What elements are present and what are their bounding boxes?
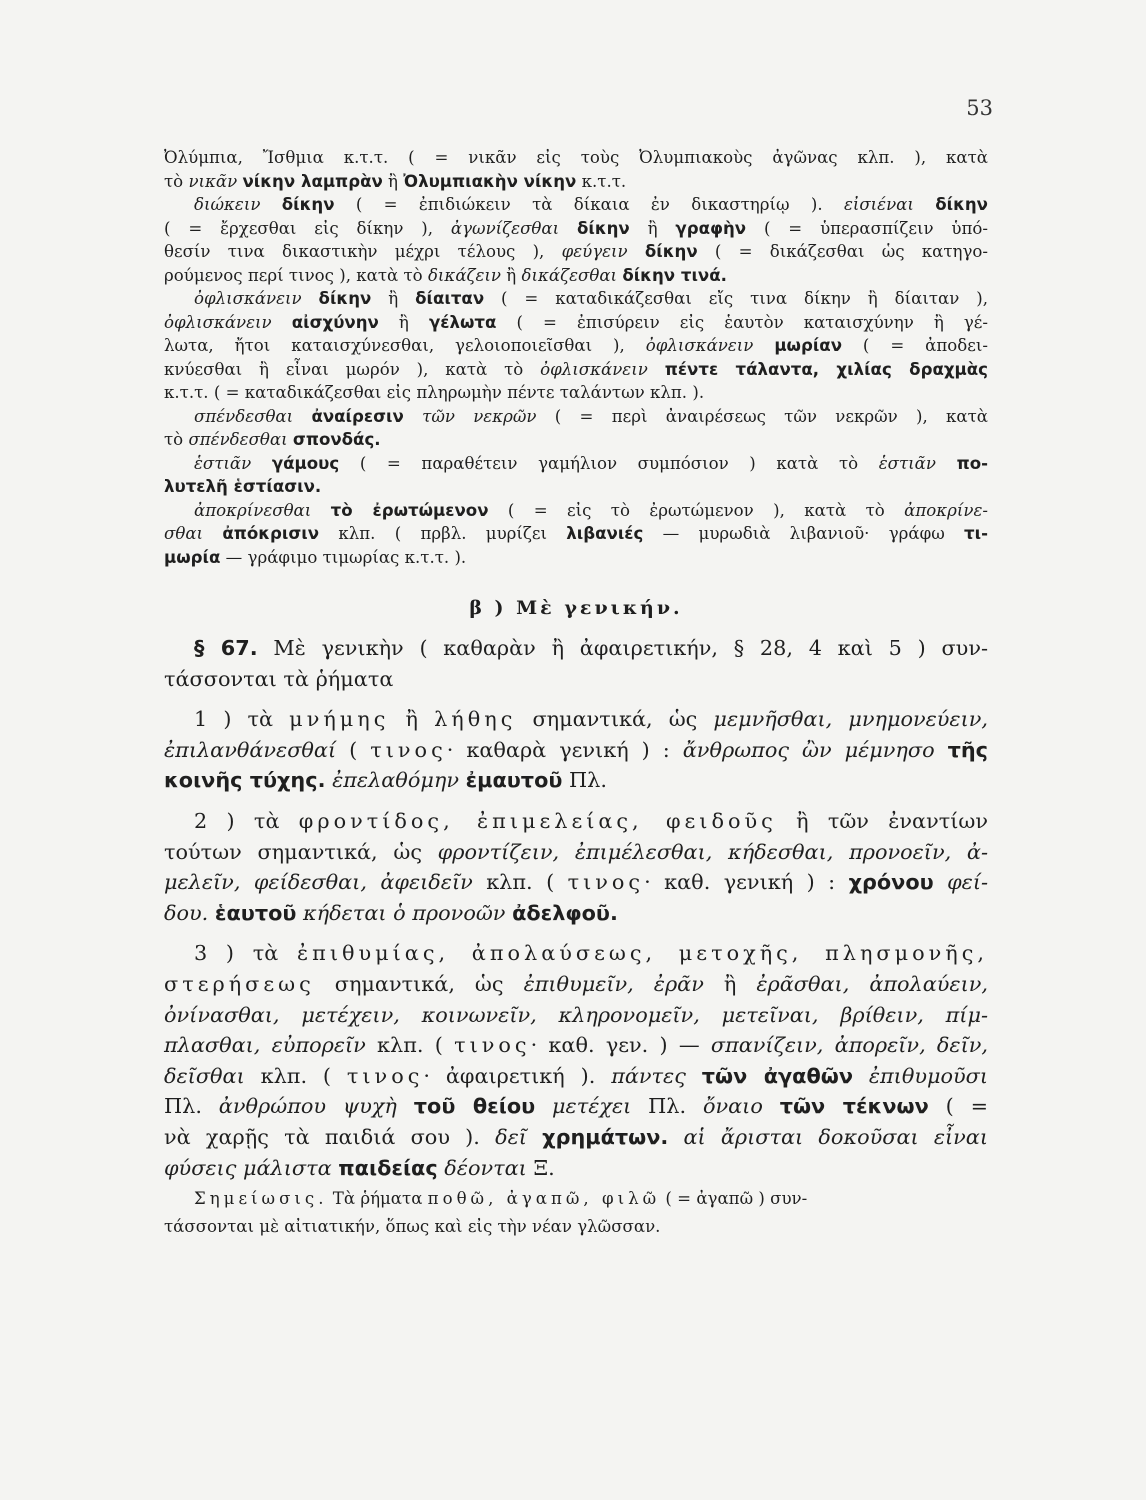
- italic-run: ἐπελαθόμην: [325, 768, 466, 793]
- bold-run: ἀπόκρισιν: [222, 524, 320, 543]
- italic-run: ὀφλισκάνειν: [164, 312, 292, 332]
- text-line: [164, 806, 988, 837]
- text-run: κ.τ.τ. ( = καταδικάζεσθαι εἰς πληρωμὴν πέντε ταλάντων κλπ. ).: [164, 383, 705, 402]
- text-line: [164, 311, 988, 335]
- italic-run: ἀποκρίνε-: [904, 500, 988, 520]
- italic-run: δικάζεσθαι: [521, 265, 623, 285]
- text-line: [164, 735, 988, 766]
- text-line: [164, 287, 988, 311]
- italic-run: φεύγειν: [561, 242, 645, 261]
- italic-run: ἐπιθυμοῦσι: [852, 1063, 989, 1088]
- text-run: ἢ: [378, 312, 429, 332]
- text-run: ἢ: [371, 289, 416, 308]
- bold-run: δίαιταν: [415, 289, 485, 308]
- text-run: τάσσονται τὰ ῥήματα: [164, 666, 394, 691]
- bold-run: γραφὴν: [675, 218, 747, 238]
- text-line: [164, 358, 988, 382]
- italic-run: νικᾶν: [188, 171, 243, 191]
- text-run: — μυρωδιὰ λιβανιοῦ· γράφω: [643, 524, 965, 543]
- text-run: θεσίν τινα δικαστικὴν μέχρι τέλους ),: [164, 242, 562, 261]
- text-line: [164, 381, 988, 405]
- italic-run: ὀφλισκάνειν: [645, 336, 775, 355]
- italic-run: μεμνῆσθαι, μνημονεύειν,: [713, 707, 989, 732]
- page-number: 53: [966, 96, 993, 120]
- text-line: [164, 1061, 988, 1092]
- italic-run: σπανίζειν, ἀπορεῖν, δεῖν,: [710, 1033, 988, 1058]
- italic-run: ἐπιλανθάνεσθαί: [164, 737, 337, 762]
- text-run: 3 ) τὰ: [194, 941, 297, 966]
- text-run: σημαντικά, ὡς: [314, 971, 524, 996]
- text-run: ( = καταδικάζεσθαι εἴς τινα δίκην ἢ δίαιταν ),: [484, 289, 988, 308]
- text-line: [164, 664, 988, 695]
- bold-run: δίκην: [576, 218, 630, 238]
- text-run: κλπ. (: [365, 1033, 455, 1058]
- text-run: ( = παραθέτειν γαμήλιον συμπόσιον ) κατὰ τὸ: [339, 453, 879, 473]
- text-run: κλπ. ( πρβλ. μυρίζει: [319, 524, 567, 543]
- italic-run: ἀγωνίζεσθαι: [450, 218, 577, 238]
- italic-run: δου.: [164, 900, 215, 925]
- text-run: ἢ: [389, 707, 435, 732]
- text-run: ( = δικάζεσθαι ὡς κατηγο-: [697, 242, 988, 261]
- italic-run: ἐπιθυμεῖν, ἐρᾶν: [523, 971, 704, 996]
- bold-run: ἀδελφοῦ.: [512, 900, 618, 925]
- text-line: [164, 264, 988, 288]
- text-run: ( = ἐπιδιώκειν τὰ δίκαια ἐν δικαστηρίῳ ).: [334, 195, 844, 214]
- text-line: [164, 867, 988, 898]
- italic-run: ὀφλισκάνειν: [540, 359, 665, 379]
- italic-run: εἰσιέναι: [843, 195, 936, 214]
- text-line: [164, 1153, 988, 1184]
- text-run: Τὰ ῥήματα: [327, 1189, 428, 1209]
- italic-run: μετέχει: [535, 1094, 632, 1119]
- text-line: [164, 1000, 988, 1031]
- bold-run: τῶν ἀγαθῶν: [701, 1063, 853, 1088]
- bold-run: χρόνου: [848, 870, 934, 895]
- text-line: [164, 499, 988, 523]
- text-line: [164, 546, 988, 570]
- italic-run: φροντίζειν, ἐπιμέλεσθαι, κήδεσθαι, προνοεῖν, ἀ-: [437, 839, 988, 864]
- text-run: Πλ.: [631, 1094, 703, 1119]
- italic-run: φεί-: [933, 870, 988, 895]
- bold-run: τὸ ἐρωτώμενον: [330, 500, 489, 520]
- bold-run: αἰσχύνην: [291, 312, 379, 332]
- text-line: [164, 1215, 988, 1239]
- text-run: Ὀλύμπια, Ἴσθμια κ.τ.τ.: [164, 148, 409, 167]
- text-run: ( = ἐπισύρειν εἰς ἑαυτὸν καταισχύνην ἢ γέ-: [496, 312, 988, 332]
- bold-run: κοινῆς τύχης.: [164, 768, 326, 793]
- spaced-run: τινος: [370, 737, 447, 762]
- bold-run: μωρία: [164, 547, 221, 567]
- italic-run: δέονται: [437, 1155, 527, 1180]
- text-line: [164, 633, 988, 664]
- italic-run: ἑστιᾶν: [194, 453, 272, 473]
- text-run: ( =: [928, 1094, 989, 1119]
- text-run: Μὲ γενικὴν ( καθαρὰν ἢ ἀφαιρετικήν, § 28, 4 καὶ 5 ) συν-: [257, 636, 988, 660]
- text-run: σημαντικά, ὡς: [516, 707, 714, 732]
- italic-run: ὀφλισκάνειν: [194, 289, 319, 308]
- italic-run: σπένδεσθαι: [194, 406, 312, 426]
- text-line: [164, 765, 988, 796]
- examples-block: [164, 146, 988, 569]
- text-run: ἢ: [703, 971, 757, 996]
- bold-run: γέλωτα: [428, 312, 497, 332]
- section-heading: β ) Μὲ γενικήν.: [469, 597, 683, 619]
- text-line: [164, 428, 988, 452]
- italic-run: δικάζειν: [427, 265, 502, 285]
- text-run: · καθ. γενική ) :: [644, 870, 849, 895]
- spaced-run: τινος: [567, 870, 645, 895]
- text-run: ἢ: [629, 218, 676, 238]
- text-run: τὸ: [164, 171, 189, 191]
- text-line: [164, 704, 988, 735]
- text-run: ἢ: [382, 171, 404, 191]
- text-line: [164, 938, 988, 969]
- text-run: Ξ.: [526, 1155, 555, 1180]
- text-run: ( = ὑπερασπίζειν ὑπό-: [746, 218, 988, 238]
- italic-run: ὄναιο: [702, 1094, 780, 1119]
- spaced-run: τινος: [346, 1063, 424, 1088]
- italic-run: δεῖ: [495, 1124, 543, 1149]
- italic-run: σπένδεσθαι: [188, 430, 293, 449]
- bold-run: νίκην λαμπρὰν: [242, 171, 383, 191]
- bold-run: τῆς: [947, 737, 988, 762]
- italic-run: αἱ ἄρισται δοκοῦσαι εἶναι: [668, 1124, 989, 1149]
- text-run: κλπ. (: [244, 1063, 347, 1088]
- text-line: [164, 193, 988, 217]
- text-line: [164, 1122, 988, 1153]
- bold-run: μωρίαν: [774, 336, 842, 355]
- text-line: [164, 217, 988, 241]
- italic-run: ἄνθρωπος ὢν μέμνησο: [682, 737, 948, 762]
- text-line: [164, 1187, 988, 1211]
- italic-run: ὀνίνασθαι, μετέχειν, κοινωνεῖν, κληρονομεῖν, μετεῖναι, βρίθειν, πίμ-: [164, 1002, 988, 1027]
- bold-run: σπονδάς.: [292, 430, 381, 449]
- italic-run: σθαι: [164, 524, 223, 543]
- bold-run: τοῦ θείου: [413, 1094, 536, 1119]
- spaced-run: μνήμης: [289, 707, 390, 732]
- text-run: ( = περὶ ἀναιρέσεως τῶν νεκρῶν ), κατὰ: [536, 406, 988, 426]
- italic-run: φύσεις μάλιστα: [164, 1155, 339, 1180]
- text-line: [164, 898, 988, 929]
- spaced-run: τινος: [454, 1033, 531, 1058]
- text-run: λωτα, ἤτοι καταισχύνεσθαι, γελοιοποιεῖσθαι ),: [164, 336, 646, 355]
- text-run: 1 ) τὰ: [194, 707, 290, 732]
- spaced-run: φροντίδος, ἐπιμελείας, φειδοῦς: [298, 808, 777, 833]
- text-run: · καθ. γεν. ) —: [530, 1033, 711, 1058]
- note-block: [164, 1187, 988, 1239]
- bold-run: παιδείας: [338, 1155, 438, 1180]
- spaced-run: λήθης: [434, 707, 517, 732]
- text-run: νὰ χαρῇς τὰ παιδιά σου ).: [164, 1124, 496, 1149]
- text-run: ἢ: [501, 265, 522, 285]
- bold-run: τῶν τέκνων: [779, 1094, 929, 1119]
- text-run: ( = εἰς τὸ ἐρωτώμενον ), κατὰ τὸ: [488, 500, 905, 520]
- bold-run: λυτελῆ ἑστίασιν.: [164, 477, 322, 496]
- text-run: ( = ἀποδει-: [842, 336, 988, 355]
- text-run: ( = νικᾶν εἰς τοὺς Ὀλυμπιακοὺς ἀγῶνας κλπ. ), κατὰ: [408, 148, 988, 167]
- text-run: τούτων σημαντικά, ὡς: [164, 839, 438, 864]
- text-run: · ἀφαιρετική ).: [423, 1063, 612, 1088]
- bold-run: γάμους: [271, 453, 340, 473]
- bold-run: δίκην: [281, 195, 335, 214]
- text-run: κ.τ.τ.: [576, 171, 627, 191]
- text-line: [164, 452, 988, 476]
- text-run: ἢ τῶν ἐναντίων: [776, 808, 988, 833]
- text-line: [164, 1091, 988, 1122]
- text-run: — γράφιμο τιμωρίας κ.τ.τ. ).: [220, 547, 467, 567]
- text-line: [164, 1030, 988, 1061]
- italic-run: κήδεται ὁ προνοῶν: [296, 900, 513, 925]
- italic-run: τῶν νεκρῶν: [403, 406, 537, 426]
- text-run: τὸ: [164, 430, 189, 449]
- bold-run: ἐμαυτοῦ: [465, 768, 563, 793]
- text-run: 2 ) τὰ: [194, 808, 299, 833]
- italic-run: ἐρᾶσθαι, ἀπολαύειν,: [756, 971, 988, 996]
- text-block: [164, 146, 988, 1239]
- spaced-run: στερήσεως: [164, 971, 315, 996]
- bold-run: πο-: [956, 453, 988, 473]
- text-line: [164, 405, 988, 429]
- italic-run: δεῖσθαι: [164, 1063, 245, 1088]
- text-run: ρούμενος περί τινος ), κατὰ τὸ: [164, 265, 428, 285]
- bold-run: δίκην τινά.: [622, 265, 727, 285]
- text-run: Πλ.: [164, 1094, 219, 1119]
- text-run: (: [336, 737, 371, 762]
- text-run: τάσσονται μὲ αἰτιατικήν, ὅπως καὶ εἰς τὴν νέαν γλῶσσαν.: [164, 1217, 661, 1237]
- text-line: [164, 146, 988, 170]
- italic-run: μελεῖν, φείδεσθαι, ἀφειδεῖν: [164, 870, 473, 895]
- text-line: [164, 522, 988, 546]
- italic-run: ἑστιᾶν: [878, 453, 957, 473]
- text-run: κνύεσθαι ἢ εἶναι μωρόν ), κατὰ τὸ: [164, 359, 541, 379]
- text-line: [164, 240, 988, 264]
- italic-run: ἀνθρώπου ψυχὴ: [218, 1094, 414, 1119]
- section-67-body: [164, 633, 988, 1183]
- bold-run: πέντε τάλαντα, χιλίας δραχμὰς: [664, 359, 988, 379]
- italic-run: ἀποκρίνεσθαι: [194, 500, 331, 520]
- text-run: κλπ. (: [472, 870, 568, 895]
- italic-run: πλασθαι, εὐπορεῖν: [164, 1033, 366, 1058]
- text-line: [164, 170, 988, 194]
- bold-run: ἀναίρεσιν: [311, 406, 404, 426]
- text-run: Πλ.: [562, 768, 607, 793]
- text-line: [164, 969, 988, 1000]
- bold-run: Ὀλυμπιακὴν νίκην: [403, 171, 577, 191]
- bold-run: δίκην: [644, 242, 698, 261]
- spaced-run: Σημείωσις.: [194, 1189, 328, 1209]
- italic-run: πάντες: [611, 1063, 702, 1088]
- text-line: [164, 837, 988, 868]
- bold-run: δίκην: [318, 289, 372, 308]
- text-run: · καθαρὰ γενική ) :: [446, 737, 683, 762]
- text-line: [164, 475, 988, 499]
- text-run: ( = ἀγαπῶ ) συν-: [660, 1189, 808, 1209]
- bold-run: τι-: [964, 524, 988, 543]
- italic-run: διώκειν: [194, 195, 282, 214]
- text-run: ( = ἔρχεσθαι εἰς δίκην ),: [164, 218, 451, 238]
- text-line: [164, 334, 988, 358]
- spaced-run: ποθῶ, ἀγαπῶ, φιλῶ: [427, 1189, 661, 1209]
- spaced-run: ἐπιθυμίας, ἀπολαύσεως, μετοχῆς, πλησμονῆς,: [296, 941, 989, 966]
- bold-run: δίκην: [935, 195, 988, 214]
- bold-run: χρημάτων.: [542, 1124, 669, 1149]
- bold-run: ἑαυτοῦ: [214, 900, 297, 925]
- bold-run: λιβανιές: [566, 524, 644, 543]
- bold-run: § 67.: [194, 636, 258, 660]
